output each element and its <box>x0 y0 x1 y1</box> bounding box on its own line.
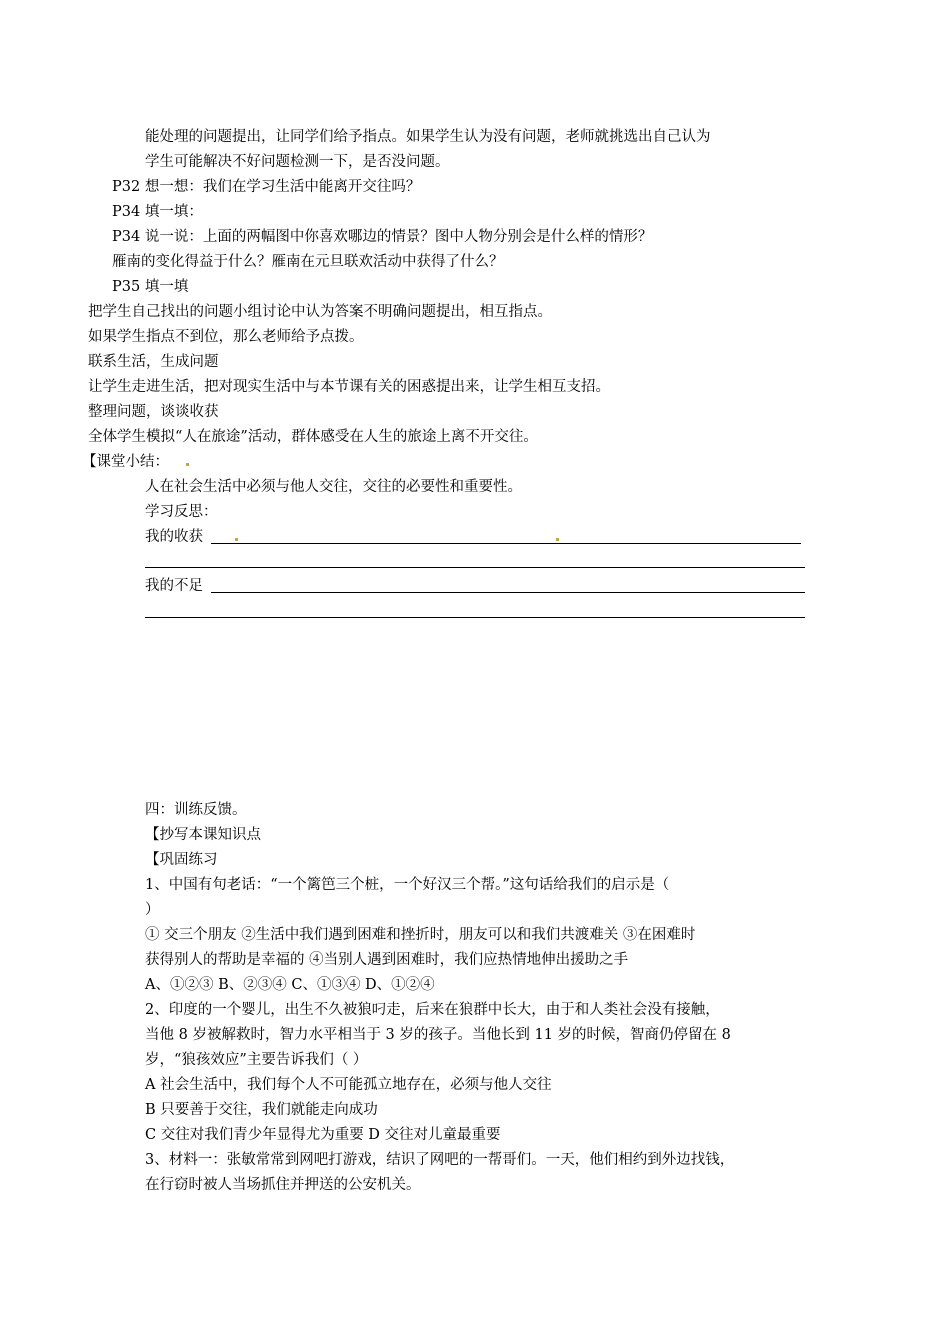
exercise-line: ① 交三个朋友 ②生活中我们遇到困难和挫折时，朋友可以和我们共渡难关 ③在困难时 <box>145 927 696 943</box>
body-text-line: 全体学生模拟“人在旅途”活动，群体感受在人生的旅途上离不开交往。 <box>88 429 538 445</box>
gain-label: 我的收获 <box>145 529 203 545</box>
body-text-line: 联系生活，生成问题 <box>88 354 219 370</box>
body-text-line: 让学生走进生活，把对现实生活中与本节课有关的困惑提出来，让学生相互支招。 <box>88 379 610 395</box>
exercise-line: ） <box>145 902 160 918</box>
exercise-line: 获得别人的帮助是幸福的 ④当别人遇到困难时，我们应热情地伸出援助之手 <box>145 952 629 968</box>
body-text-line: 整理问题，谈谈收获 <box>88 404 219 420</box>
exercise-line: 当他 8 岁被解救时，智力水平相当于 3 岁的孩子。当他长到 11 岁的时候，智商仍停留在 8 <box>145 1027 731 1043</box>
body-text-line: 把学生自己找出的问题小组讨论中认为答案不明确问题提出，相互指点。 <box>88 304 552 320</box>
gain-answer-line-2[interactable] <box>145 567 805 568</box>
option-cd: C 交往对我们青少年显得尤为重要 D 交往对儿童最重要 <box>145 1127 501 1143</box>
body-text-line: 能处理的问题提出，让同学们给予指点。如果学生认为没有问题，老师就挑选出自己认为 <box>145 129 711 145</box>
section-title: 四：训练反馈。 <box>145 802 247 818</box>
option-a: A 社会生活中，我们每个人不可能孤立地存在，必须与他人交往 <box>145 1077 552 1093</box>
mark-dot <box>186 463 189 466</box>
lack-answer-line-2[interactable] <box>145 617 805 618</box>
exercise-line: 岁，“狼孩效应”主要告诉我们（ ） <box>145 1052 368 1068</box>
body-text-line: P32 想一想：我们在学习生活中能离开交往吗？ <box>112 179 421 195</box>
question-3: 3、材料一：张敏常常到网吧打游戏，结识了网吧的一帮哥们。一天，他们相约到外边找钱， <box>145 1152 735 1168</box>
body-text-line: 学生可能解决不好问题检测一下，是否没问题。 <box>145 154 450 170</box>
exercise-line: 【巩固练习 <box>145 852 218 868</box>
question-1: 1、中国有句老话：“一个篱笆三个桩，一个好汉三个帮。”这句话给我们的启示是（ <box>145 877 670 893</box>
body-text-line: 如果学生指点不到位，那么老师给予点拨。 <box>88 329 364 345</box>
exercise-line: 在行窃时被人当场抓住并押送的公安机关。 <box>145 1177 421 1193</box>
summary-text: 人在社会生活中必须与他人交往，交往的必要性和重要性。 <box>145 479 522 495</box>
mark-dot <box>235 538 238 541</box>
gain-answer-line[interactable] <box>211 543 801 544</box>
lack-answer-line[interactable] <box>211 592 805 593</box>
body-text-line: P35 填一填 <box>112 279 189 295</box>
body-text-line: P34 填一填： <box>112 204 203 220</box>
exercise-line: 【抄写本课知识点 <box>145 827 261 843</box>
option-b: B 只要善于交往，我们就能走向成功 <box>145 1102 378 1118</box>
question-2: 2、印度的一个婴儿，出生不久被狼叼走，后来在狼群中长大，由于和人类社会没有接触， <box>145 1002 720 1018</box>
body-text-line: 雁南的变化得益于什么？雁南在元旦联欢活动中获得了什么？ <box>112 254 504 270</box>
reflection-label: 学习反思： <box>145 504 218 520</box>
answer-options: A、①②③ B、②③④ C、①③④ D、①②④ <box>145 977 435 993</box>
body-text-line: P34 说一说：上面的两幅图中你喜欢哪边的情景？图中人物分别会是什么样的情形？ <box>112 229 653 245</box>
summary-heading: 【课堂小结： <box>82 454 169 470</box>
lack-label: 我的不足 <box>145 578 203 594</box>
mark-dot <box>556 538 559 541</box>
